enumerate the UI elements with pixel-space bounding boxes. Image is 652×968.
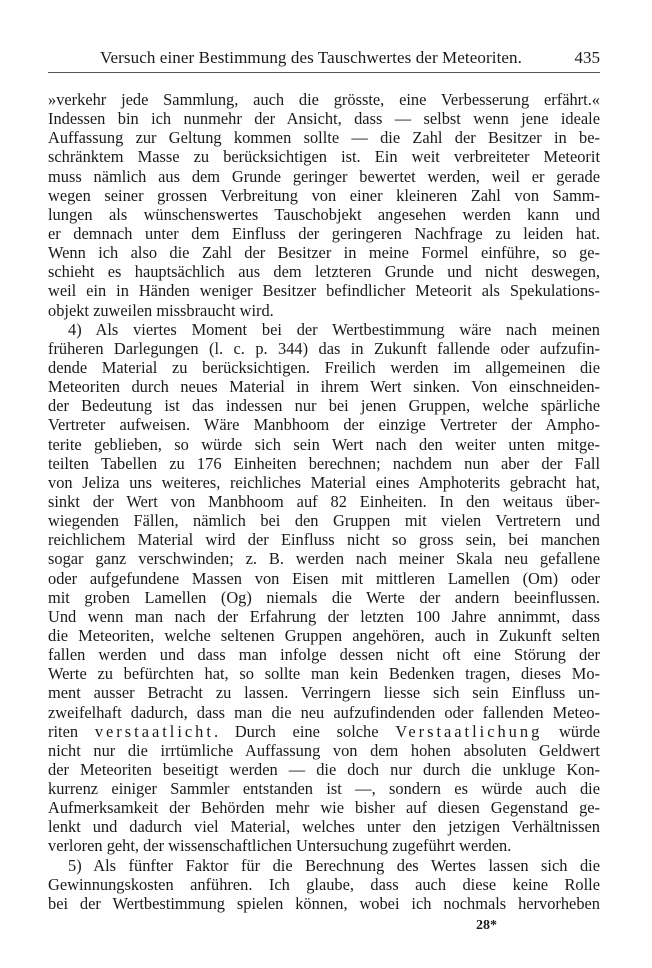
text-line: mit groben Lamellen (Og) niemals die Werte der andern beeinflussen. <box>48 587 600 607</box>
text-line: reichlichem Material wird der Einfluss nicht so gross sein, bei manchen <box>48 530 600 550</box>
running-head <box>48 48 600 68</box>
text-line: weil ein in Händen weniger Besitzer befindlicher Meteorit als Spekulations- <box>48 281 600 301</box>
text-line: Gewinnungskosten anführen. Ich glaube, dass auch diese keine Rolle <box>48 874 600 894</box>
text-line: wiegenden Fällen, nämlich bei den Gruppen mit vielen Vertretern und <box>48 511 600 531</box>
text-line: Indessen bin ich nunmehr der Ansicht, dass — selbst wenn jene ideale <box>48 109 600 129</box>
text-line: objekt zuweilen missbraucht wird. <box>48 300 274 320</box>
text-line: lungen als wünschenswertes Tauschobjekt angesehen werden kann und <box>48 204 600 224</box>
text-line: der Meteoriten beseitigt werden — die doch nur durch die unkluge Kon- <box>48 759 600 779</box>
text-line: Meteoriten durch neues Material in ihrem Wert sinken. Von einschneiden- <box>48 377 600 397</box>
text-line: der Bedeutung ist das indessen nur bei jenen Gruppen, welche spärliche <box>48 396 600 416</box>
text-line: 5) Als fünfter Faktor für die Berechnung des Wertes lassen sich die <box>68 855 600 875</box>
text-line: Aufmerksamkeit der Behörden mehr wie bisher auf diesen Gegenstand ge- <box>48 798 600 818</box>
page-number: 435 <box>574 48 600 67</box>
text-line: Auffassung zur Geltung kommen sollte — die Zahl der Besitzer in be- <box>48 128 600 148</box>
body-text <box>48 90 600 913</box>
text-line: dende Material zu berücksichtigen. Freilich werden im allgemeinen die <box>48 357 600 377</box>
text-line: lenkt und dadurch viel Material, welches unter den jetzigen Verhältnissen <box>48 817 600 837</box>
text-line: sinkt der Wert von Manbhoom auf 82 Einheiten. In den weitaus über- <box>48 491 600 511</box>
signature-mark: 28* <box>476 918 497 933</box>
text-line: nicht nur die irrtümliche Auffassung von dem hohen absoluten Geldwert <box>48 740 600 760</box>
text-line: oder aufgefundene Massen von Eisen mit mittleren Lamellen (Om) oder <box>48 568 600 588</box>
header-rule <box>48 72 600 73</box>
text-line: die Meteoriten, welche seltenen Gruppen angehören, auch in Zukunft selten <box>48 625 600 645</box>
text-line: kurrenz einiger Sammler entstanden ist —, sondern es würde auch die <box>48 779 600 799</box>
text-line: Wenn ich also die Zahl der Besitzer in meine Formel einführe, so ge- <box>48 243 600 263</box>
text-line: früheren Darlegungen (l. c. p. 344) das in Zukunft fallende oder aufzufin- <box>48 338 600 358</box>
text-line: 4) Als viertes Moment bei der Wertbestimmung wäre nach meinen <box>68 319 600 339</box>
text-line: von Jeliza uns weiteres, reichliches Material eines Amphoterits gebracht hat, <box>48 472 600 492</box>
text-line: fallen werden und dass man infolge dessen nicht oft eine Störung der <box>48 645 600 665</box>
text-line: schieht es hauptsächlich aus dem letzteren Grunde und nicht deswegen, <box>48 262 600 282</box>
text-line: ment ausser Betracht zu lassen. Verringern liesse sich sein Einfluss un- <box>48 683 600 703</box>
text-line: Und wenn man nach der Erfahrung der letzten 100 Jahre annimmt, dass <box>48 606 600 626</box>
text-line: zweifelhaft dadurch, dass man die neu aufzufindenden oder fallenden Meteo- <box>48 702 600 722</box>
text-line: sogar ganz verschwinden; z. B. werden nach meiner Skala neu gefallene <box>48 549 600 569</box>
text-line: schränktem Masse zu berücksichtigen ist. Ein weit verbreiteter Meteorit <box>48 147 600 167</box>
text-line: verloren geht, der wissenschaftlichen Untersuchung zugeführt werden. <box>48 836 512 856</box>
text-line: »verkehr jede Sammlung, auch die grösste, eine Verbesserung erfährt.« <box>48 90 600 109</box>
text-line: riten verstaatlicht. Durch eine solche Verstaatlichung würde <box>48 721 601 741</box>
text-line: Vertreter aufweisen. Wäre Manbhoom der einzige Vertreter der Ampho- <box>48 415 600 435</box>
text-line: teilten Tabellen zu 176 Einheiten berechnen; nachdem nun aber der Fall <box>48 453 600 473</box>
text-line: bei der Wertbestimmung spielen können, wobei ich nochmals hervorheben <box>48 893 600 913</box>
text-line: wegen seiner grossen Verbreitung von einer kleineren Zahl von Samm- <box>48 185 600 205</box>
text-line: muss nämlich aus dem Grunde geringer bewertet werden, weil er gerade <box>48 166 600 186</box>
text-line: Werte zu befürchten hat, so sollte man kein Bedenken tragen, dieses Mo- <box>48 664 600 684</box>
text-line: terite geblieben, so würde sich sein Wert nach den weiter unten mitge- <box>48 434 600 454</box>
emphasized-word: Verstaatlichung <box>395 721 543 741</box>
text-line: er demnach unter dem Einfluss der geringeren Nachfrage zu leiden hat. <box>48 223 600 243</box>
emphasized-word: verstaatlicht <box>94 721 214 741</box>
running-title: Versuch einer Bestimmung des Tauschwertes der Meteoriten. <box>100 48 522 67</box>
